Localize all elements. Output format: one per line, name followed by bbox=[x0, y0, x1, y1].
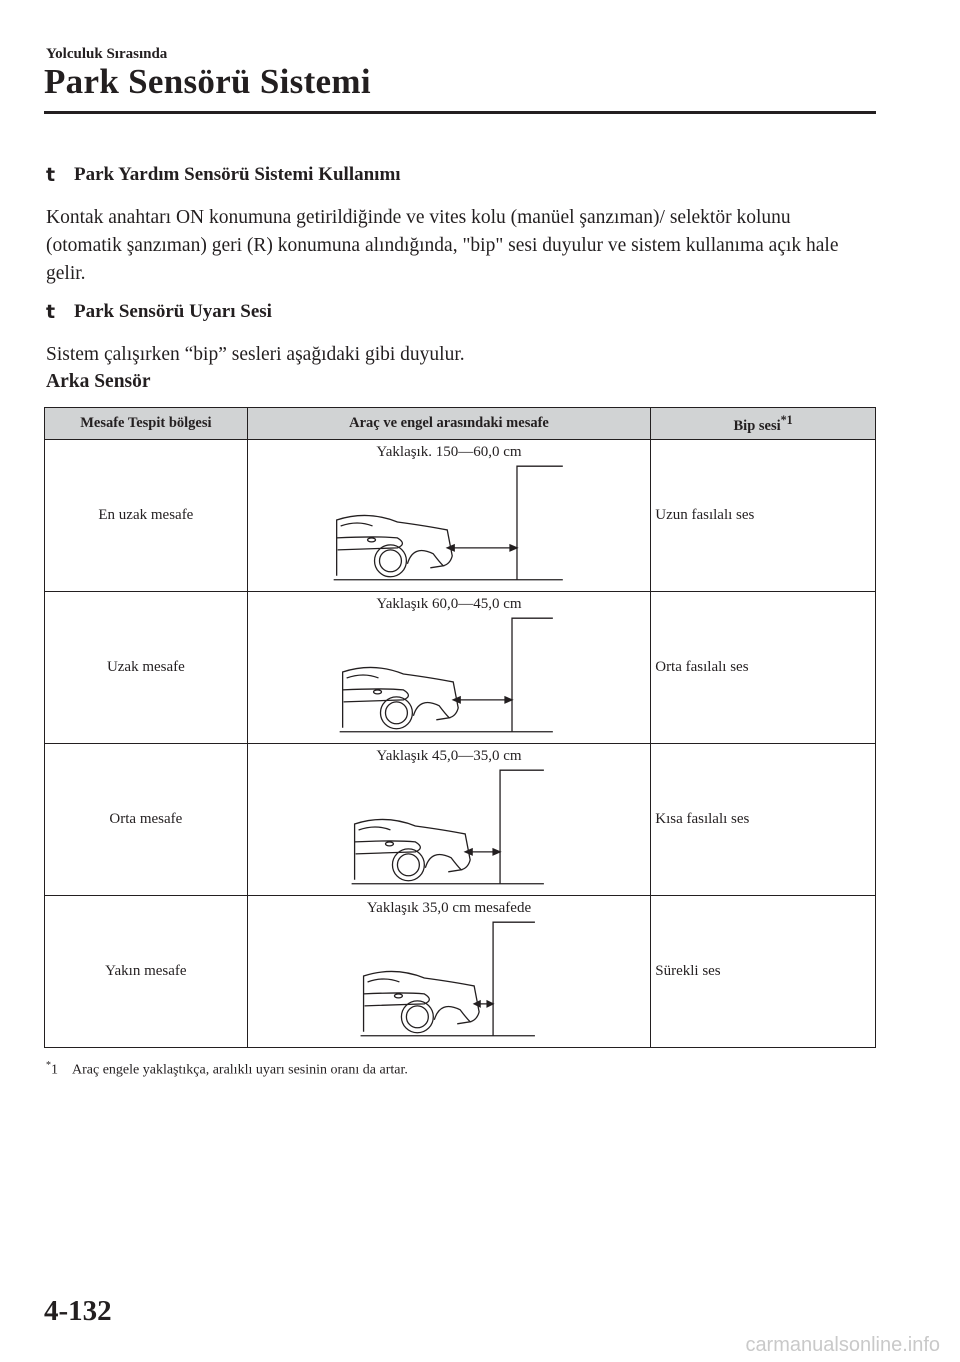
section-heading-text: Park Yardım Sensörü Sistemi Kullanımı bbox=[74, 164, 401, 185]
car-obstacle-illustration bbox=[248, 744, 650, 895]
bullet-icon: t bbox=[46, 164, 56, 186]
page-title: Park Sensörü Sistemi bbox=[44, 62, 371, 101]
sound-cell: Orta fasılalı ses bbox=[651, 592, 876, 744]
header-distance: Araç ve engel arasındaki mesafe bbox=[247, 408, 650, 440]
section-heading-warning bbox=[46, 301, 272, 323]
zone-cell: Yakın mesafe bbox=[45, 896, 248, 1048]
distance-label: Yaklaşık 60,0—45,0 cm bbox=[376, 596, 522, 612]
car-obstacle-illustration bbox=[248, 592, 650, 743]
zone-cell: En uzak mesafe bbox=[45, 440, 248, 592]
sound-cell: Kısa fasılalı ses bbox=[651, 744, 876, 896]
distance-cell bbox=[247, 592, 650, 744]
distance-label: Yaklaşık 45,0—35,0 cm bbox=[376, 748, 522, 764]
table-row bbox=[45, 744, 876, 896]
distance-cell bbox=[247, 744, 650, 896]
sound-cell: Sürekli ses bbox=[651, 896, 876, 1048]
car-obstacle-illustration bbox=[248, 896, 650, 1047]
distance-cell bbox=[247, 896, 650, 1048]
header-zone: Mesafe Tespit bölgesi bbox=[45, 408, 248, 440]
header-sound bbox=[651, 408, 876, 440]
bullet-icon: t bbox=[46, 301, 56, 323]
table-row bbox=[45, 896, 876, 1048]
footnote-ref: *1 bbox=[780, 412, 793, 427]
section-heading-usage bbox=[46, 164, 401, 186]
footnote-mark: * bbox=[46, 1060, 51, 1071]
warning-paragraph: Sistem çalışırken “bip” sesleri aşağıdaki gibi duyulur. bbox=[46, 344, 465, 365]
rear-sensor-heading: Arka Sensör bbox=[46, 371, 151, 392]
zone-cell: Uzak mesafe bbox=[45, 592, 248, 744]
footnote-text: Araç engele yaklaştıkça, aralıklı uyarı sesinin oranı da artar. bbox=[72, 1062, 408, 1078]
zone-cell: Orta mesafe bbox=[45, 744, 248, 896]
car-obstacle-illustration bbox=[248, 440, 650, 591]
footnote-number: 1 bbox=[51, 1062, 58, 1078]
distance-label: Yaklaşık 35,0 cm mesafede bbox=[366, 900, 532, 916]
table-row bbox=[45, 592, 876, 744]
distance-label: Yaklaşık. 150—60,0 cm bbox=[376, 444, 522, 460]
header-rule bbox=[44, 111, 876, 114]
sensor-table bbox=[44, 407, 876, 1048]
section-heading-text: Park Sensörü Uyarı Sesi bbox=[74, 301, 272, 322]
sound-cell: Uzun fasılalı ses bbox=[651, 440, 876, 592]
usage-paragraph: Kontak anahtarı ON konumuna getirildiğinde ve vites kolu (manüel şanzıman)/ selektör kolunu (otomatik şanzıman) geri (R) konumuna alındığında, "bip" sesi duyulur ve sistem kullanıma açık hale gelir. bbox=[46, 207, 839, 284]
footnote bbox=[46, 1060, 408, 1079]
page-number: 4-132 bbox=[44, 1295, 112, 1327]
header-section-label: Yolculuk Sırasında bbox=[46, 46, 168, 62]
header-sound-text: Bip sesi bbox=[733, 417, 781, 434]
table-header-row bbox=[45, 408, 876, 440]
distance-cell bbox=[247, 440, 650, 592]
watermark: carmanualsonline.info bbox=[745, 1334, 940, 1356]
table-row bbox=[45, 440, 876, 592]
